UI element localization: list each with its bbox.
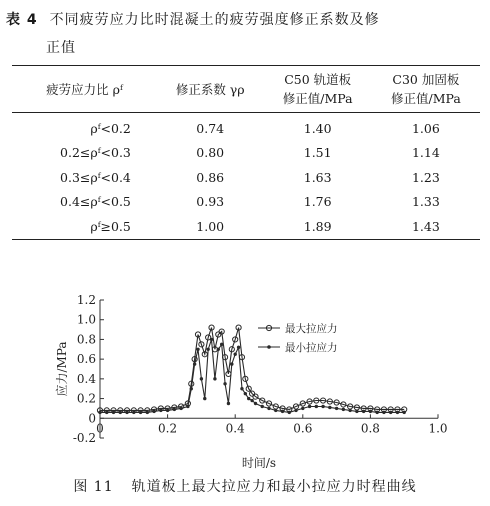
table-cell: 0.74 [196, 120, 225, 136]
data-point-min-tensile-stress [210, 338, 213, 341]
table-cell: 1.06 [411, 120, 440, 136]
data-point-min-tensile-stress [234, 353, 237, 356]
data-point-min-tensile-stress [301, 407, 304, 410]
data-point-min-tensile-stress [213, 377, 216, 380]
data-point-min-tensile-stress [389, 411, 392, 414]
x-axis-label: 时间/s [241, 456, 277, 470]
data-point-min-tensile-stress [166, 409, 169, 412]
table-row [12, 113, 480, 141]
data-point-min-tensile-stress [274, 409, 277, 412]
y-tick-label: 0.6 [76, 352, 96, 367]
data-point-min-tensile-stress [200, 377, 203, 380]
data-point-min-tensile-stress [396, 411, 399, 414]
stress-time-chart [0, 280, 490, 480]
data-point-min-tensile-stress [355, 410, 358, 413]
data-point-min-tensile-stress [146, 411, 149, 414]
table-cell: 0.3≤ρᶠ<0.4 [60, 169, 131, 185]
table-cell: 1.14 [411, 145, 440, 161]
figure-caption-text: 轨道板上最大拉应力和最小拉应力时程曲线 [131, 479, 417, 495]
data-point-min-tensile-stress [125, 411, 128, 414]
table-cell: 1.76 [303, 194, 332, 210]
data-point-min-tensile-stress [342, 408, 345, 411]
table-cell: 1.40 [303, 120, 332, 136]
data-point-min-tensile-stress [159, 409, 162, 412]
data-point-min-tensile-stress [348, 409, 351, 412]
column-header-line: C30 加固板 [392, 72, 460, 87]
y-axis-label: 应力/MPa [55, 341, 69, 397]
column-header-line: 修正值/MPa [390, 91, 461, 106]
data-point-min-tensile-stress [98, 411, 101, 414]
x-tick-label: 1.0 [428, 421, 448, 436]
y-tick-label: 0.8 [76, 332, 96, 347]
data-point-min-tensile-stress [328, 406, 331, 409]
table-row [12, 165, 480, 190]
y-tick-label: 0.4 [76, 371, 96, 386]
data-point-min-tensile-stress [308, 405, 311, 408]
table-caption [6, 6, 484, 62]
data-point-min-tensile-stress [190, 387, 193, 390]
data-point-min-tensile-stress [139, 411, 142, 414]
column-header-line: 疲劳应力比 ρᶠ [46, 81, 123, 97]
table-cell: ρᶠ≥0.5 [90, 218, 131, 234]
table-cell: 0.4≤ρᶠ<0.5 [60, 194, 131, 210]
legend-marker [267, 345, 271, 349]
data-point-min-tensile-stress [173, 408, 176, 411]
data-point-min-tensile-stress [294, 409, 297, 412]
x-tick-label: 0.6 [293, 421, 313, 436]
data-point-min-tensile-stress [375, 411, 378, 414]
data-point-min-tensile-stress [254, 402, 257, 405]
data-point-min-tensile-stress [196, 348, 199, 351]
table-caption-line1: 不同疲劳应力比时混凝土的疲劳强度修正系数及修 [49, 12, 380, 28]
column-header [264, 66, 372, 113]
data-point-min-tensile-stress [250, 399, 253, 402]
column-header-line: C50 轨道板 [284, 72, 352, 87]
legend-label: 最大拉应力 [285, 323, 338, 335]
data-point-min-tensile-stress [247, 397, 250, 400]
table-row [12, 214, 480, 239]
table-cell: 0.80 [196, 145, 225, 161]
table-row [12, 190, 480, 215]
column-header-line: 修正系数 γρ [175, 81, 245, 97]
data-point-min-tensile-stress [362, 410, 365, 413]
x-tick-label: 0.4 [225, 421, 245, 436]
figure-11 [0, 280, 490, 480]
table-cell: ρᶠ<0.2 [90, 120, 131, 136]
x-tick-label: 0 [96, 421, 104, 436]
data-point-min-tensile-stress [240, 387, 243, 390]
data-point-min-tensile-stress [220, 343, 223, 346]
data-point-min-tensile-stress [112, 411, 115, 414]
table-body [12, 113, 480, 240]
y-tick-label: -0.2 [72, 431, 96, 445]
data-point-min-tensile-stress [321, 405, 324, 408]
fatigue-correction-table [12, 65, 480, 240]
data-point-min-tensile-stress [186, 405, 189, 408]
table-cell: 1.63 [303, 169, 332, 185]
legend-label: 最小拉应力 [285, 342, 338, 354]
x-tick-label: 0.2 [158, 421, 178, 436]
data-point-min-tensile-stress [261, 405, 264, 408]
y-tick-label: 1.0 [76, 312, 96, 327]
table-cell: 0.2≤ρᶠ<0.3 [60, 145, 131, 161]
data-point-min-tensile-stress [288, 411, 291, 414]
data-point-min-tensile-stress [267, 407, 270, 410]
table-cell: 1.33 [411, 194, 440, 210]
table-row [12, 141, 480, 166]
data-point-min-tensile-stress [227, 402, 230, 405]
figure-caption [0, 476, 490, 496]
data-point-min-tensile-stress [179, 407, 182, 410]
data-point-min-tensile-stress [152, 410, 155, 413]
table-cell: 1.23 [411, 169, 440, 185]
column-header-line: 修正值/MPa [282, 91, 353, 106]
table-header-row [12, 66, 480, 113]
data-point-min-tensile-stress [230, 362, 233, 365]
table-cell: 0.86 [196, 169, 225, 185]
y-tick-label: 1.2 [76, 293, 96, 307]
table-caption-line2: 正值 [46, 40, 76, 56]
data-point-min-tensile-stress [369, 410, 372, 413]
column-header [372, 66, 480, 113]
data-point-min-tensile-stress [403, 411, 406, 414]
data-point-min-tensile-stress [223, 382, 226, 385]
x-tick-label: 0.8 [360, 421, 380, 436]
data-point-min-tensile-stress [132, 411, 135, 414]
table-cell: 1.43 [411, 218, 440, 234]
column-header [157, 66, 264, 113]
data-point-min-tensile-stress [335, 407, 338, 410]
table-cell: 0.93 [196, 194, 225, 210]
data-point-min-tensile-stress [203, 397, 206, 400]
table-cell: 1.89 [303, 218, 332, 234]
data-point-min-tensile-stress [315, 405, 318, 408]
data-point-min-tensile-stress [281, 410, 284, 413]
y-tick-label: 0.2 [76, 391, 96, 406]
table-label: 表 4 [6, 12, 38, 28]
table-cell: 1.00 [196, 218, 225, 234]
data-point-min-tensile-stress [193, 362, 196, 365]
data-point-min-tensile-stress [382, 411, 385, 414]
figure-label: 图 11 [73, 479, 114, 495]
column-header [12, 66, 157, 113]
data-point-min-tensile-stress [237, 346, 240, 349]
data-point-min-tensile-stress [206, 348, 209, 351]
series-line-max-tensile-stress [100, 328, 404, 411]
data-point-min-tensile-stress [119, 411, 122, 414]
y-tick-label: 0 [88, 411, 96, 426]
data-point-min-tensile-stress [244, 392, 247, 395]
data-point-min-tensile-stress [105, 411, 108, 414]
table-cell: 1.51 [303, 145, 332, 161]
data-point-min-tensile-stress [217, 348, 220, 351]
